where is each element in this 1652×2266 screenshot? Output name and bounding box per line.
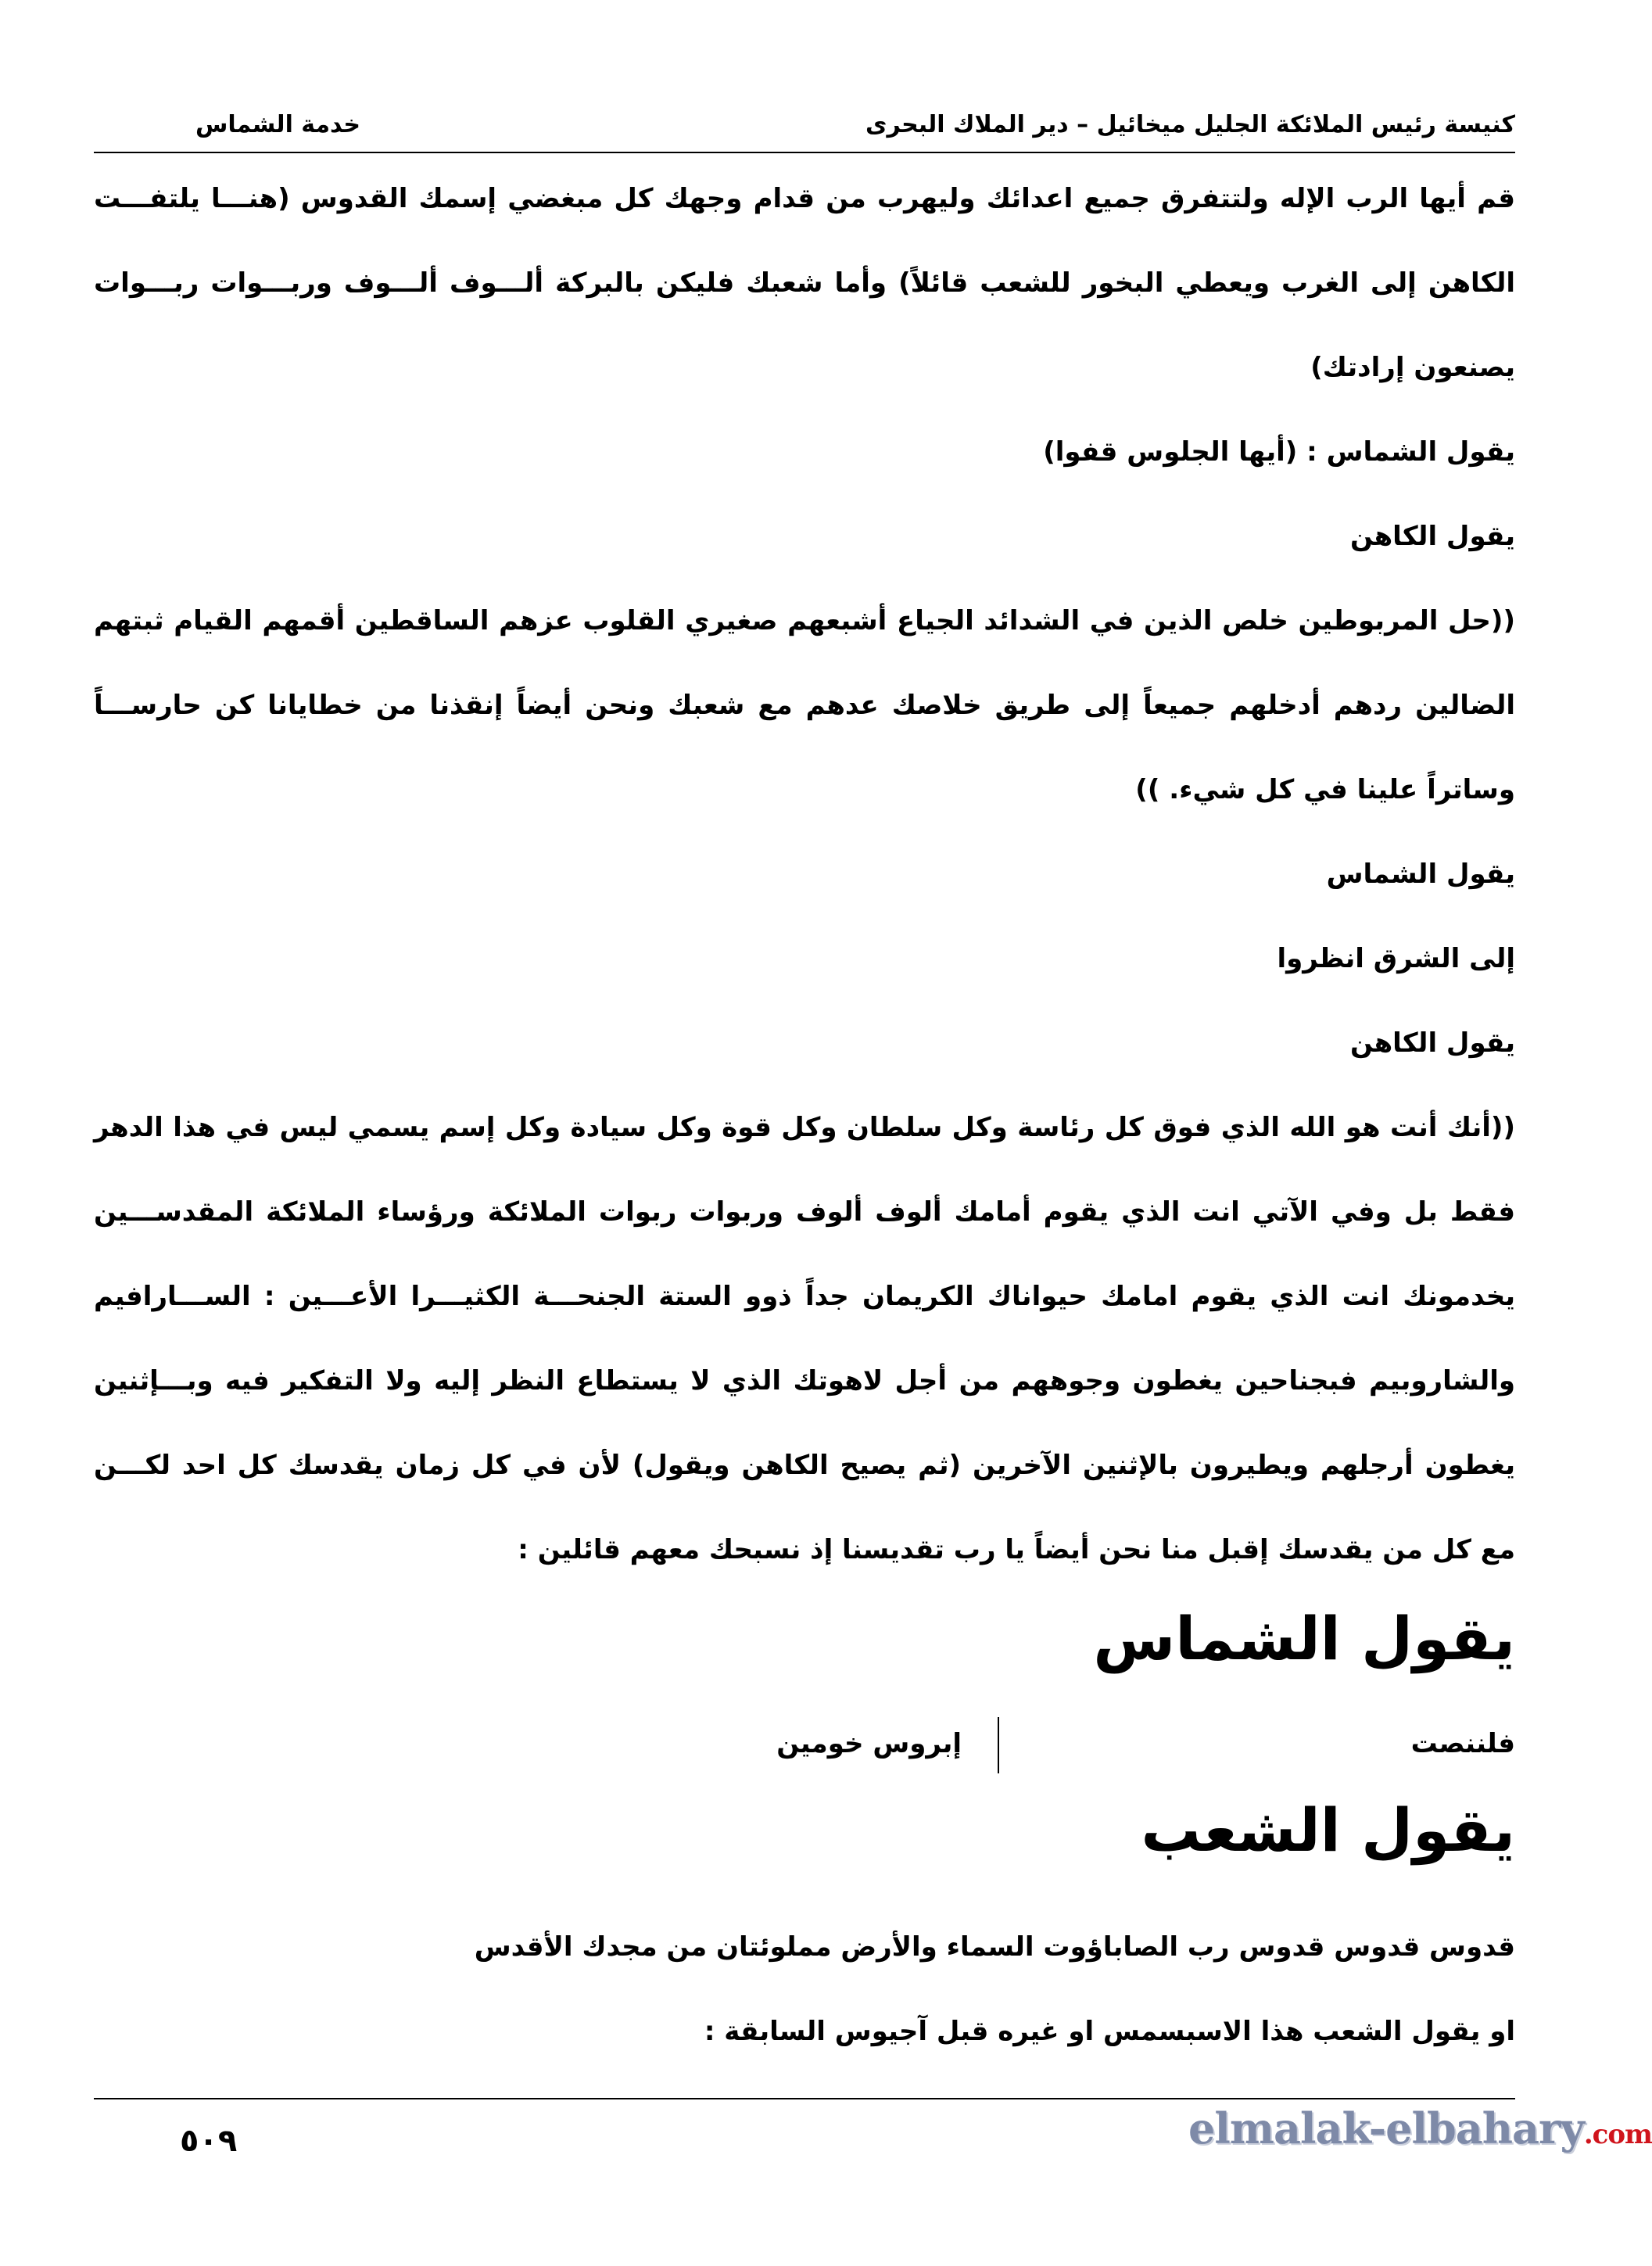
deacon-response-line: يقول الشماس : (أيها الجلوس قفوا) <box>1043 436 1515 468</box>
aspasmos-note-line: او يقول الشعب هذا الاسبسمس او غيره قبل آجيوس السابقة : <box>704 2016 1515 2047</box>
header-church-title: كنيسة رئيس الملائكة الجليل ميخائيل – دير الملاك البحرى <box>865 111 1515 138</box>
footer-divider <box>94 2098 1515 2099</box>
hymn-row <box>94 1717 1515 1787</box>
deacon-says-label: يقول الشماس <box>1326 859 1515 890</box>
people-heading: يقول الشعب <box>1141 1795 1515 1865</box>
page-number: ٥٠٩ <box>180 2123 238 2159</box>
holy-holy-line: قدوس قدوس قدوس رب الصاباؤوت السماء والأرض مملوئتان من مجدك الأقدس <box>474 1931 1515 1963</box>
look-east-line: إلى الشرق انظروا <box>1277 943 1515 974</box>
hymn-arabic: فلننصت <box>1410 1728 1515 1759</box>
priest-says-label-2: يقول الكاهن <box>1349 1027 1515 1059</box>
paragraph-priest-praise: ((أنك أنت هو الله الذي فوق كل رئاسة وكل سلطان وكل قوة وكل سيادة وكل إسم يسمي ليس في هذا الدهر فقط بل وفي الآتي انت الذي يقوم أمامك ألوف ألوف وربوات ربوات الملائكة ورؤساء الملائكة المقدســـين يخدمونك انت الذي يقوم امامك حيواناك الكريمان جداً ذوو الستة الجنحـــة الكثيـــرا الأعـــين : الســـارافيم والشاروبيم فبجناحين يغطون وجوههم من أجل لاهوتك الذي لا يستطاع النظر إليه ولا التفكير فيه وبـــإثنين يغطون أرجلهم ويطيرون بالإثنين الآخرين (ثم يصيح الكاهن ويقول) لأن في كل زمان يقدسك كل احد لكـــن مع كل من يقدسك إقبل منا نحن أيضاً يا رب تقديسنا إذ نسبحك معهم قائلين : <box>94 1112 1515 1565</box>
header-service-title: خدمة الشماس <box>195 111 361 138</box>
paragraph-priest-prayer: قم أيها الرب الإله ولتتفرق جميع اعدائك وليهرب من قدام وجهك كل مبغضي إسمك القدوس (هنـــا يلتفـــت الكاهن إلى الغرب ويعطي البخور للشعب قائلاً) وأما شعبك فليكن بالبركة ألـــوف ألـــوف وربـــوات ربـــوات يصنعون إرادتك) <box>94 183 1515 383</box>
site-logo <box>1188 2103 1652 2158</box>
hymn-divider <box>998 1717 999 1773</box>
paragraph-priest-litany: ((حل المربوطين خلص الذين في الشدائد الجياع أشبعهم صغيري القلوب عزهم الساقطين أقمهم القيام ثبتهم الضالين ردهم أدخلهم جميعاً إلى طريق خلاصك عدهم مع شعبك ونحن أيضاً إنقذنا من خطايانا كن حارســـاً وساتراً علينا في كل شيء. )) <box>94 605 1515 805</box>
deacon-heading: يقول الشماس <box>1093 1604 1515 1673</box>
logo-suffix: .com <box>1583 2119 1652 2150</box>
hymn-coptic-transliteration: إبروس خومين <box>776 1728 962 1759</box>
page-body <box>94 156 1515 2074</box>
header-divider <box>94 152 1515 153</box>
priest-says-label: يقول الكاهن <box>1349 521 1515 552</box>
logo-text: elmalak-elbahary <box>1188 2103 1584 2153</box>
